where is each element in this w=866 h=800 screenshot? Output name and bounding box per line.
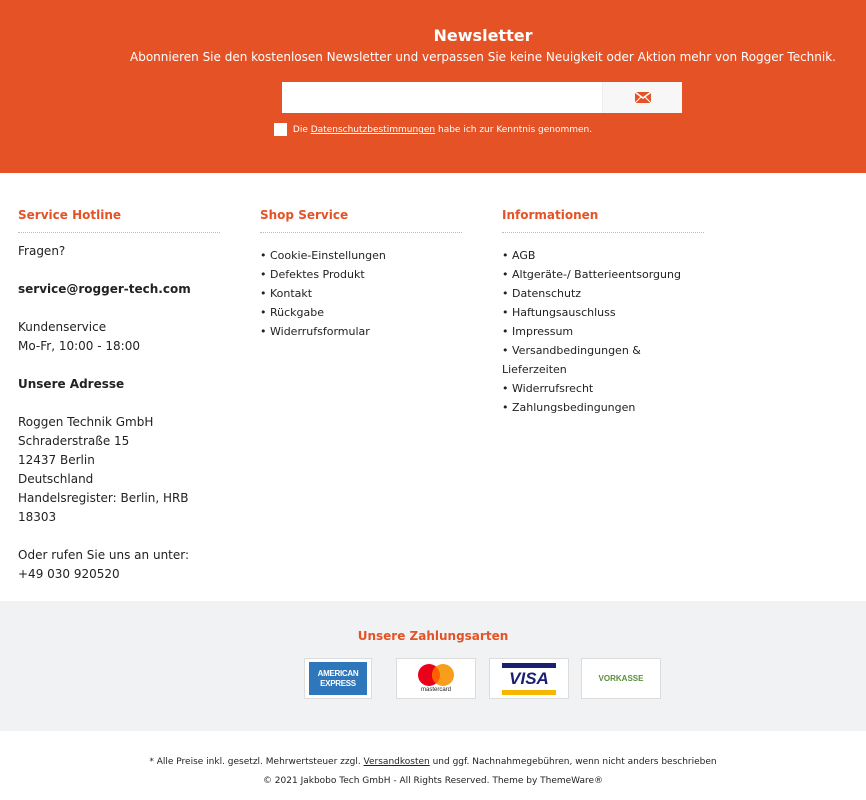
list-item [260, 322, 462, 341]
consent-prefix: Die [292, 125, 311, 135]
legal-suffix: und ggf. Nachnahmegebühren, wenn nicht anders beschrieben [429, 757, 717, 767]
service-hotline-title: Service Hotline [18, 208, 220, 233]
list-item [502, 284, 704, 303]
shop-service-column [260, 208, 462, 341]
list-item [260, 284, 462, 303]
list-item [502, 322, 704, 341]
list-item [260, 246, 462, 265]
list-item [502, 398, 704, 417]
contact-link[interactable]: Kontakt [270, 287, 313, 300]
returns-link[interactable]: Rückgabe [270, 306, 325, 319]
address-title: Unsere Adresse [18, 377, 125, 391]
legal-notice [0, 757, 866, 767]
customer-service-hours: Mo-Fr, 10:00 - 18:00 [18, 339, 140, 353]
visa-text: VISA [509, 668, 549, 688]
cookie-settings-link[interactable]: Cookie-Einstellungen [270, 249, 386, 262]
list-item [260, 303, 462, 322]
list-item [260, 265, 462, 284]
address-line: Roggen Technik GmbH [18, 415, 154, 429]
defective-product-link[interactable]: Defektes Produkt [270, 268, 365, 281]
service-hotline-column [18, 208, 220, 584]
consent-suffix: habe ich zur Kenntnis genommen. [435, 125, 593, 135]
questions-text: Fragen? [18, 244, 66, 258]
information-title: Informationen [502, 208, 704, 233]
list-item [502, 379, 704, 398]
information-list [502, 246, 704, 417]
withdrawal-form-link[interactable]: Widerrufsformular [270, 325, 370, 338]
newsletter-title: Newsletter [433, 26, 533, 45]
legal-prefix: * Alle Preise inkl. gesetzl. Mehrwertsteuer zzgl. [149, 757, 364, 767]
copyright-text: © 2021 Jakbobo Tech GmbH - All Rights Reserved. Theme by ThemeWare® [262, 776, 604, 786]
phone-number[interactable]: +49 030 920520 [18, 567, 120, 581]
mastercard-circles-icon [416, 663, 456, 687]
amex-logo [304, 658, 372, 699]
address-line: 12437 Berlin [18, 453, 95, 467]
list-item [502, 246, 704, 265]
withdrawal-right-link[interactable]: Widerrufsrecht [512, 382, 594, 395]
amex-line1: AMERICAN [317, 668, 359, 678]
list-item [502, 265, 704, 284]
list-item [502, 341, 704, 379]
address-line: Deutschland [18, 472, 94, 486]
payment-terms-link[interactable]: Zahlungsbedingungen [512, 401, 636, 414]
agb-link[interactable]: AGB [512, 249, 536, 262]
newsletter-subtitle: Abonnieren Sie den kostenlosen Newsletter und verpassen Sie keine Neuigkeit oder Aktion mehr von Rogger Technik. [130, 50, 836, 64]
shop-service-list [260, 246, 462, 341]
mastercard-logo [396, 658, 476, 699]
payment-methods-title: Unsere Zahlungsarten [357, 629, 509, 643]
consent-checkbox[interactable] [274, 123, 287, 136]
address-line: Schraderstraße 15 [18, 434, 130, 448]
imprint-link[interactable]: Impressum [512, 325, 574, 338]
mastercard-text: mastercard [420, 686, 451, 693]
shop-service-title: Shop Service [260, 208, 462, 233]
disclaimer-link[interactable]: Haftungsauschluss [512, 306, 616, 319]
privacy-link[interactable]: Datenschutz [512, 287, 582, 300]
privacy-policy-link[interactable]: Datenschutzbestimmungen [310, 125, 436, 135]
vorkasse-text: VORKASSE [598, 674, 644, 683]
disposal-link[interactable]: Altgeräte-/ Batterieentsorgung [512, 268, 681, 281]
newsletter-form [282, 82, 682, 113]
address-line: Handelsregister: Berlin, HRB 18303 [18, 491, 189, 524]
list-item [502, 303, 704, 322]
shipping-link[interactable]: Versandbedingungen & Lieferzeiten [502, 344, 641, 376]
vorkasse-logo [581, 658, 661, 699]
service-email[interactable]: service@rogger-tech.com [18, 282, 191, 296]
amex-line2: EXPRESS [320, 678, 356, 688]
visa-logo [489, 658, 569, 699]
newsletter-submit-button[interactable] [602, 82, 682, 113]
payment-methods-section [0, 601, 866, 731]
newsletter-consent [0, 123, 866, 136]
newsletter-email-input[interactable] [282, 82, 602, 113]
call-label: Oder rufen Sie uns an unter: [18, 548, 190, 562]
envelope-icon [635, 92, 651, 103]
customer-service-label: Kundenservice [18, 320, 107, 334]
newsletter-section [0, 0, 866, 173]
shipping-costs-link[interactable]: Versandkosten [363, 757, 430, 767]
information-column [502, 208, 704, 417]
